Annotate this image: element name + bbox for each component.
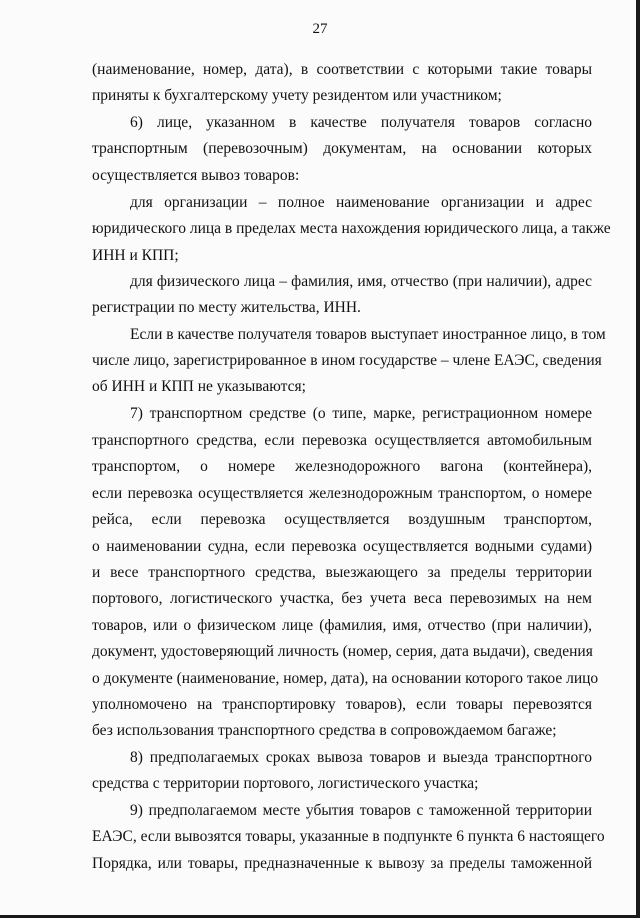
text-line: Если в качестве получателя товаров выступает иностранное лицо, в том [130,326,606,343]
text-line: товаров, или о физическом лице (фамилия, имя, отчество (при наличии), [92,617,592,634]
text-line: осуществляется вывоз товаров: [92,167,300,184]
text-line: для физического лица – фамилия, имя, отчество (при наличии), адрес [130,273,592,290]
text-line: документ, удостоверяющий личность (номер, серия, дата выдачи), сведения [92,643,593,660]
text-line: транспортного средства, если перевозка осуществляется автомобильным [92,432,592,449]
text-line: об ИНН и КПП не указываются; [92,378,306,395]
text-line: транспортом, о номере железнодорожного вагона (контейнера), [92,458,592,475]
text-line: о наименовании судна, если перевозка осуществляется водными судами) [92,538,592,555]
text-line: регистрации по месту жительства, ИНН. [92,299,361,316]
text-line: для организации – полное наименование организации и адрес [130,194,592,211]
page-number: 27 [312,21,328,37]
text-line: приняты к бухгалтерскому учету резидентом или участником; [92,87,502,104]
text-line: юридического лица в пределах места нахождения юридического лица, а также [92,220,611,237]
text-line: без использования транспортного средства в сопровождаемом багаже; [92,722,557,739]
text-line: транспортным (перевозочным) документам, на основании которых [92,140,592,157]
text-line: (наименование, номер, дата), в соответствии с которыми такие товары [92,61,592,78]
text-line: ЕАЭС, если вывозятся товары, указанные в подпункте 6 пункта 6 настоящего [92,828,605,845]
text-line: 6) лице, указанном в качестве получателя товаров согласно [130,114,592,131]
text-line: ИНН и КПП; [92,247,179,264]
text-line: 7) транспортном средстве (о типе, марке, регистрационном номере [130,405,592,422]
text-line: о документе (наименование, номер, дата), на основании которого такое лицо [92,670,599,687]
scan-edge-right [636,0,640,918]
text-line: числе лицо, зарегистрированное в ином государстве – члене ЕАЭС, сведения [92,352,602,369]
text-line: портового, логистического участка, без учета веса перевозимых на нем [92,590,592,607]
text-line: Порядка, или товары, предназначенные к вывозу за пределы таможенной [92,855,592,872]
text-line: и весе транспортного средства, выезжающего за пределы территории [92,564,592,581]
text-line: рейса, если перевозка осуществляется воздушным транспортом, [92,511,592,528]
text-line: уполномочено на транспортировку товаров), если товары перевозятся [92,696,592,713]
text-line: средства с территории портового, логистического участка; [92,775,479,792]
text-line: 8) предполагаемых сроках вывоза товаров и выезда транспортного [130,749,592,766]
text-line: если перевозка осуществляется железнодорожным транспортом, о номере [92,485,592,502]
text-line: 9) предполагаемом месте убытия товаров с таможенной территории [130,802,592,819]
